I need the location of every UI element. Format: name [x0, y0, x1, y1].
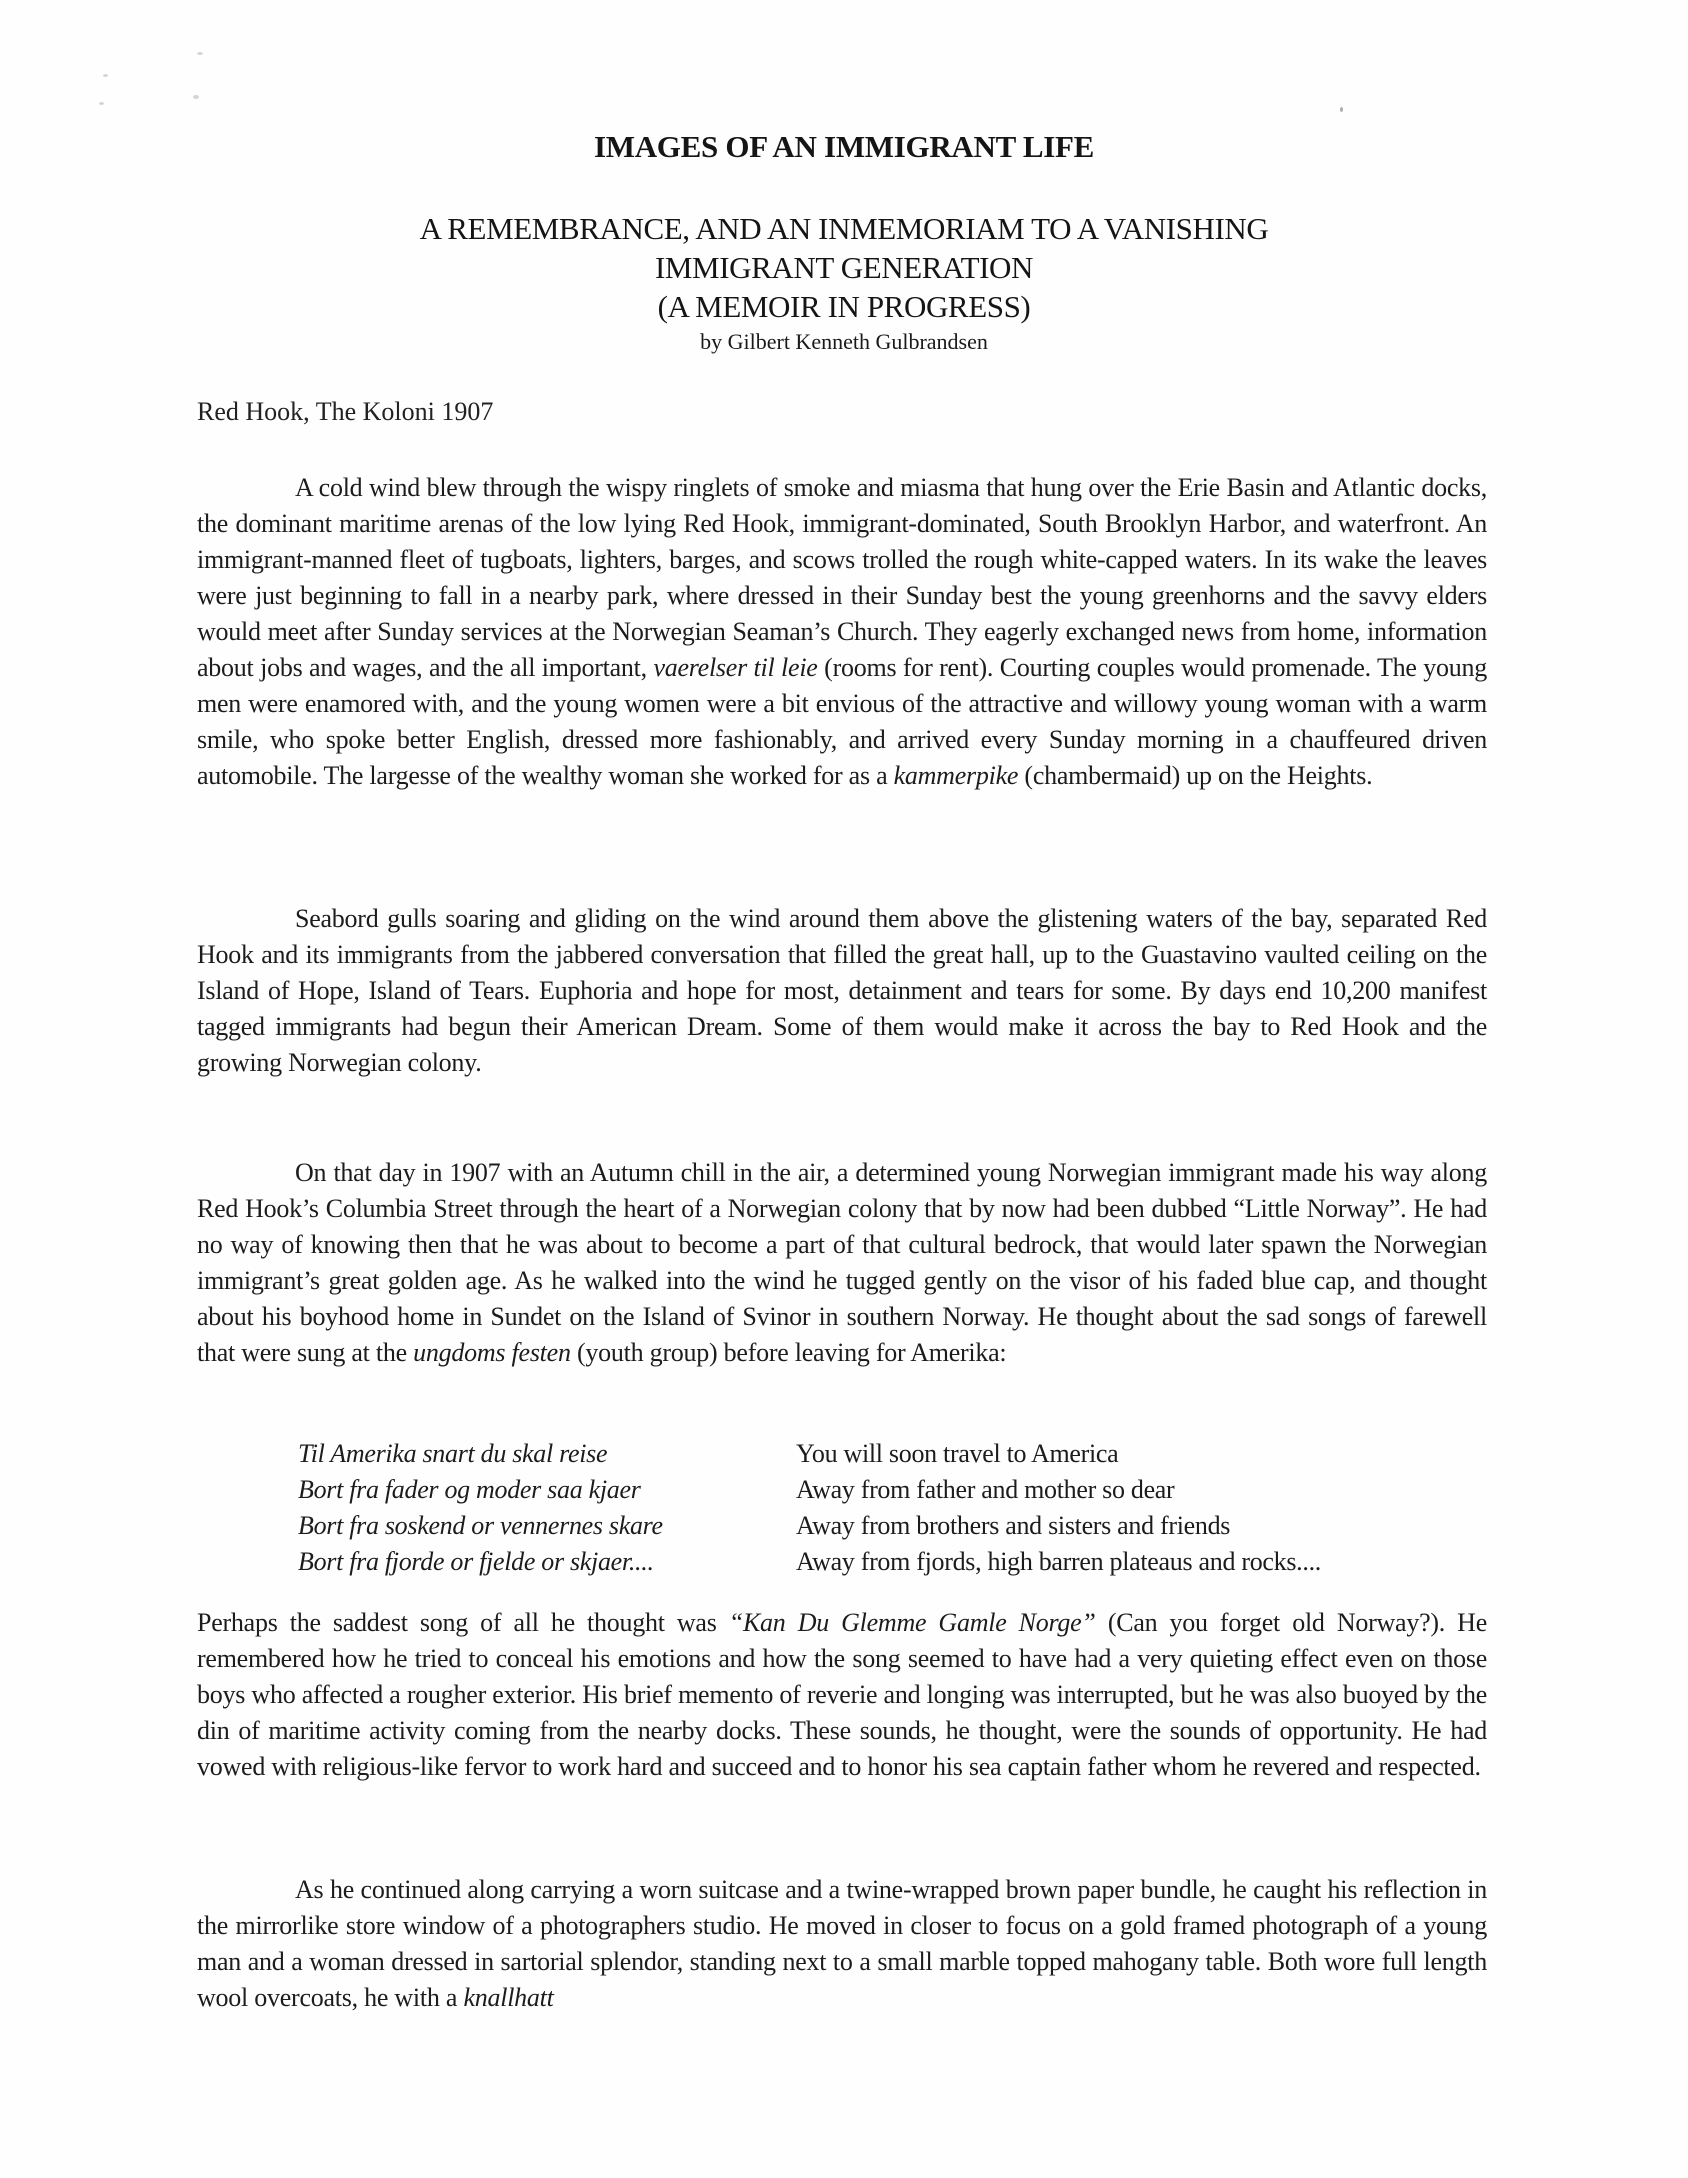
poem-english-line: You will soon travel to America [796, 1439, 1119, 1468]
scan-speck [193, 95, 199, 99]
body-paragraph [197, 470, 1487, 794]
text-run: (Can you forget old Norway?). He remembered how he tried to conceal his emotions and how the song seemed to have had a very quieting effect even on those boys who affected a rougher exterior. His brief memento of reverie and longing was interrupted, but he was also buoyed by the din of maritime activity coming from the nearby docks. These sounds, he thought, were the sounds of opportunity. He had vowed with religious-like fervor to work hard and succeed and to honor his sea captain father whom he revered and respected. [197, 1608, 1487, 1781]
scan-speck [197, 52, 203, 55]
scan-speck [99, 102, 104, 105]
text-run: A cold wind blew through the wispy ringlets of smoke and miasma that hung over the Erie Basin and Atlantic docks, the dominant maritime arenas of the low lying Red Hook, immigrant-dominated, South Brooklyn Harbor, and waterfront. An immigrant-manned fleet of tugboats, lighters, barges, and scows trolled the rough white-capped waters. In its wake the leaves were just beginning to fall in a nearby park, where dressed in their Sunday best the young greenhorns and the savvy elders would meet after Sunday services at the Norwegian Seaman’s Church. They eagerly exchanged news from home, information about jobs and wages, and the all important, [197, 473, 1487, 682]
body-paragraph [197, 1872, 1487, 2016]
text-run: Perhaps the saddest song of all he thought was [197, 1608, 729, 1637]
text-run: (youth group) before leaving for Amerika: [570, 1338, 1007, 1367]
poem-norwegian-line: Bort fra fjorde or fjelde or skjaer.... [298, 1547, 654, 1576]
italic-phrase: vaerelser til leie [653, 653, 818, 682]
document-title: IMAGES OF AN IMMIGRANT LIFE [594, 129, 1094, 164]
body-paragraph [197, 1155, 1487, 1371]
poem-norwegian-line: Bort fra fader og moder saa kjaer [298, 1475, 641, 1504]
italic-phrase: knallhatt [463, 1983, 554, 2012]
poem-block [298, 1436, 1321, 1580]
poem-row [298, 1508, 1321, 1544]
text-run: (chambermaid) up on the Heights. [1018, 761, 1373, 790]
text-run: On that day in 1907 with an Autumn chill in the air, a determined young Norwegian immigrant made his way along Red Hook’s Columbia Street through the heart of a Norwegian colony that by now had been dubbed “Little Norway”. He had no way of knowing then that he was about to become a part of that cultural bedrock, that would later spawn the Norwegian immigrant’s great golden age. As he walked into the wind he tugged gently on the visor of his faded blue cap, and thought about his boyhood home in Sundet on the Island of Svinor in southern Norway. He thought about the sad songs of farewell that were sung at the [197, 1158, 1487, 1367]
subtitle-line: (A MEMOIR IN PROGRESS) [657, 289, 1031, 324]
scan-speck [103, 74, 108, 77]
italic-phrase: kammerpike [893, 761, 1019, 790]
poem-row [298, 1436, 1321, 1472]
poem-english-line: Away from father and mother so dear [796, 1475, 1175, 1504]
text-run: As he continued along carrying a worn suitcase and a twine-wrapped brown paper bundle, he caught his reflection in the mirrorlike store window of a photographers studio. He moved in closer to focus on a gold framed photograph of a young man and a woman dressed in sartorial splendor, standing next to a small marble topped mahogany table. Both wore full length wool overcoats, he with a [197, 1875, 1487, 2012]
section-heading: Red Hook, The Koloni 1907 [197, 397, 494, 426]
poem-norwegian-line: Til Amerika snart du skal reise [298, 1439, 608, 1468]
text-run: (rooms for rent). Courting couples would promenade. The young men were enamored with, and the young women were a bit envious of the attractive and willowy young woman with a warm smile, who spoke better English, dressed more fashionably, and arrived every Sunday morning in a chauffeured driven automobile. The largesse of the wealthy woman she worked for as a [197, 653, 1487, 790]
italic-phrase: “Kan Du Glemme Gamle Norge” [728, 1608, 1096, 1637]
document-subtitle [0, 209, 1688, 326]
body-paragraph [197, 901, 1487, 1081]
italic-phrase: ungdoms festen [413, 1338, 571, 1367]
body-paragraph [197, 1605, 1487, 1785]
subtitle-line: A REMEMBRANCE, AND AN INMEMORIAM TO A VANISHING [419, 211, 1269, 246]
poem-row [298, 1472, 1321, 1508]
text-run: Seabord gulls soaring and gliding on the wind around them above the glistening waters of the bay, separated Red Hook and its immigrants from the jabbered conversation that filled the great hall, up to the Guastavino vaulted ceiling on the Island of Hope, Island of Tears. Euphoria and hope for most, detainment and tears for some. By days end 10,200 manifest tagged immigrants had begun their American Dream. Some of them would make it across the bay to Red Hook and the growing Norwegian colony. [197, 904, 1487, 1077]
poem-norwegian-line: Bort fra soskend or vennernes skare [298, 1511, 663, 1540]
scan-speck [1340, 107, 1343, 112]
poem-row [298, 1544, 1321, 1580]
poem-english-line: Away from brothers and sisters and friends [796, 1511, 1231, 1540]
subtitle-line: IMMIGRANT GENERATION [654, 250, 1034, 285]
author-byline: by Gilbert Kenneth Gulbrandsen [700, 329, 988, 354]
poem-english-line: Away from fjords, high barren plateaus and rocks.... [796, 1547, 1321, 1576]
